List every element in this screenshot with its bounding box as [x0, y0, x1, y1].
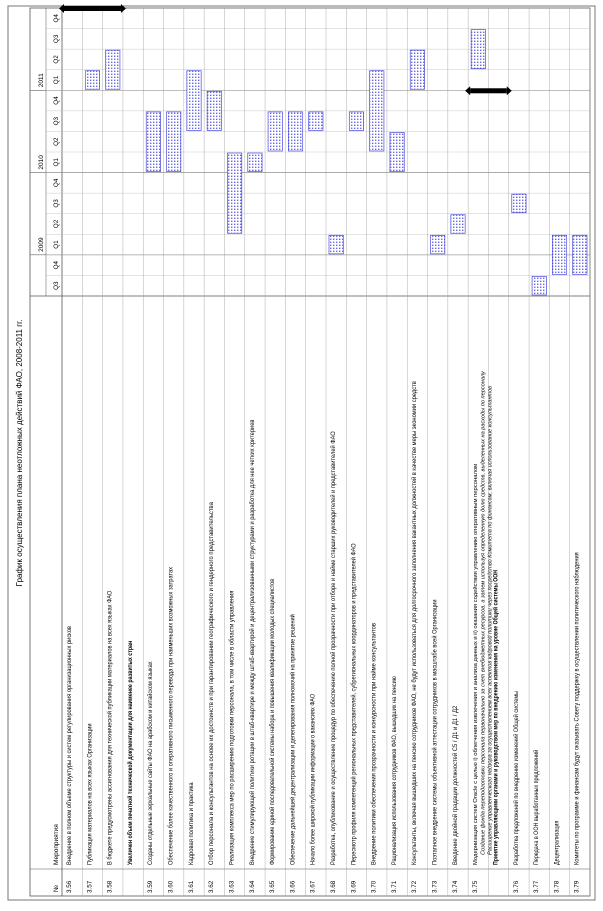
gantt-bar — [85, 71, 99, 90]
measure-label: Реализация комплекса мер по расширению подготовки персонала, в том числе в области управления — [228, 570, 236, 865]
measure-label: Разработка, опубликование и осуществление процедур по обеспечению полной прозрачности при отборе и найме старших руководителей и представителей ФАО — [330, 395, 337, 865]
quarter-label: Q3 — [53, 116, 60, 126]
milestone-cap — [121, 4, 126, 13]
milestone-cap — [507, 86, 512, 95]
quarter-label: Q4 — [53, 178, 60, 188]
gantt-bar — [207, 91, 221, 130]
row-number: 3.78 — [553, 880, 561, 893]
quarter-label: Q3 — [53, 34, 60, 44]
row-number: 3.57 — [86, 880, 94, 893]
measure-label: Рационализация использования сотрудников ФАО, вышедших на пенсию — [390, 653, 398, 865]
row-number: 3.66 — [289, 880, 297, 893]
gantt-bar — [552, 235, 566, 274]
row-number: 3.71 — [390, 880, 398, 893]
gantt-bar — [187, 71, 201, 131]
year-label: 2010 — [38, 155, 45, 170]
row-number: 3.75 — [472, 880, 480, 893]
gantt-bar — [349, 112, 363, 131]
gantt-bar — [573, 235, 587, 274]
quarter-label: Q2 — [53, 55, 60, 64]
row-number: 3.62 — [208, 880, 216, 893]
quarter-label: Q3 — [53, 199, 60, 208]
row-number: 3.64 — [248, 880, 256, 893]
row-number: 3.76 — [512, 880, 520, 893]
quarter-label: Q4 — [53, 260, 60, 270]
quarter-label: Q2 — [53, 219, 60, 229]
row-number: 3.56 — [66, 880, 73, 893]
measure-label: Созданы отдельные зеркальные сайты ФАО на арабском и китайском языках — [147, 641, 155, 865]
row-number: 3.70 — [370, 880, 378, 893]
quarter-label: Q1 — [53, 240, 60, 249]
gantt-bar — [248, 153, 262, 172]
gantt-bar — [309, 112, 323, 131]
measure-label: В бюджете предусмотрены ассигнования для технической публикации материалов на всех языках ФАО — [106, 565, 114, 865]
quarter-label: Q3 — [53, 281, 60, 290]
quarter-label: Q2 — [53, 137, 60, 146]
row-number: 3.59 — [147, 880, 155, 893]
header-measures-label: Мероприятия — [53, 824, 60, 865]
quarter-label: Q4 — [53, 96, 60, 105]
row-number: 3.60 — [167, 880, 175, 893]
gantt-bar — [390, 132, 404, 171]
measure-label: Введение двойной градации должностей С5 / Д1 и Д1 / Д2 — [451, 697, 459, 865]
measure-label: Поэтапное внедрение системы объективной аттестации сотрудников в масштабе всей Организации — [431, 576, 439, 865]
gantt-bar — [146, 112, 160, 172]
gantt-bar — [329, 235, 343, 254]
measure-label: Внедрение политики обеспечения прозрачности и конкурсности при найме консультантов — [370, 606, 378, 865]
gantt-bar — [410, 50, 424, 89]
gantt-bar — [471, 30, 485, 69]
row-number: 3.58 — [106, 880, 114, 893]
row-number: 3.67 — [309, 880, 317, 893]
row-number: 3.65 — [269, 880, 277, 893]
gantt-bar — [106, 50, 120, 89]
measure-label: Отбор персонала и консультантов на основе их достоинств и при гарантировании географического и гендерного представительства — [208, 483, 216, 865]
measure-label: Пересмотр профиля компетенций региональных представителей, субрегиональных координаторов и представителей ФАО — [350, 509, 358, 865]
gantt-bar — [288, 112, 302, 151]
measure-label: Начало более широкой публикации информации о вакансиях ФАО — [309, 672, 317, 865]
row-number: 3.77 — [533, 880, 541, 893]
gantt-bar — [227, 153, 241, 233]
milestone-cap — [465, 86, 470, 95]
measure-label: Создание фонда переподготовки персонала первоначально за счет внебюджетных ресурсов, а затем используя определенную долю средств, выделенных на расходы по персоналу — [480, 371, 487, 855]
measure-label: Передача в ООН выработанных предложений — [533, 731, 541, 865]
measure-label: Кадровая политика и практика — [187, 776, 195, 865]
measure-label: Обеспечение более качественного и оперативного письменного перевода при наименьших возможных затратах — [167, 540, 175, 865]
gantt-bar — [268, 112, 282, 151]
measure-label: Модернизация систем Oracle с целью i) облегчения извлечения и анализа данных и ii) оказания содействия управлению оперативным персоналом — [473, 480, 480, 865]
chart-title: График осуществления плана неотложных действий ФАО, 2008-2011 гг. — [15, 319, 24, 587]
section-heading: Принятие управляющими органами и руководством мер по внедрению изменения на уровне Общей системы ООН — [492, 509, 500, 865]
measure-label: Расширение управленческого надзора за осуществлением всех аспектов кадровой политики через посредство Комитета по финансам, включая использование консультантов — [487, 381, 494, 855]
row-number: 3.79 — [573, 880, 581, 893]
gantt-bar — [370, 71, 384, 151]
milestone-bar — [470, 88, 507, 93]
measure-label: Разработка предложений по внедрению изменений Общей системы — [512, 668, 520, 865]
gantt-bar — [167, 112, 181, 172]
row-number: 3.69 — [350, 880, 358, 893]
milestone-bar — [64, 6, 121, 11]
row-number: 3.63 — [228, 880, 236, 893]
measure-label: Консультанты, включая вышедших на пенсию сотрудников ФАО, не будут использоваться для долгосрочного заполнения вакантных должностей в качестве меры экономии средств — [411, 344, 419, 865]
measure-label: Внедрение стимулирующей политики ротации в штаб-квартире и между штаб-квартирой и децентрализованными структурами и разработка для нее четких критериев — [248, 383, 256, 865]
quarter-label: Q1 — [53, 158, 60, 167]
gantt-bar — [512, 194, 526, 213]
year-label: 2009 — [38, 237, 45, 252]
quarter-label: Q4 — [53, 14, 60, 23]
gantt-bar — [532, 276, 546, 295]
measure-label: Внедрение в полном объеме структуры и систем регулирования организационных рисков — [66, 606, 73, 865]
row-number: 3.61 — [187, 880, 195, 893]
row-number: 3.74 — [451, 880, 459, 893]
year-label: 2011 — [38, 73, 45, 88]
gantt-bar — [431, 235, 445, 254]
gantt-bar — [451, 215, 465, 234]
measure-label: Комитеты по программе и финансам будут оказывать Совету поддержку в осуществлении политического наблюдения — [573, 523, 581, 865]
row-number: 3.73 — [431, 880, 439, 893]
header-no-label: № — [53, 885, 60, 892]
row-number: 3.72 — [411, 880, 419, 893]
row-number: 3.68 — [330, 880, 337, 893]
measure-label: Публикация материалов на всех языках Организации — [86, 710, 94, 865]
milestone-cap — [59, 4, 64, 13]
measure-label: Формирование единой последовательной системы набора и повышения квалификации молодых специалистов — [269, 542, 277, 865]
measure-label: Децентрализация — [553, 813, 561, 865]
section-heading: Увеличен объем печатной технической документации для наименее развитых стран — [126, 603, 134, 865]
quarter-label: Q1 — [53, 75, 60, 85]
measure-label: Обеспечение дальнейшей децентрализации и делегирования полномочий на принятие решений — [289, 585, 297, 865]
